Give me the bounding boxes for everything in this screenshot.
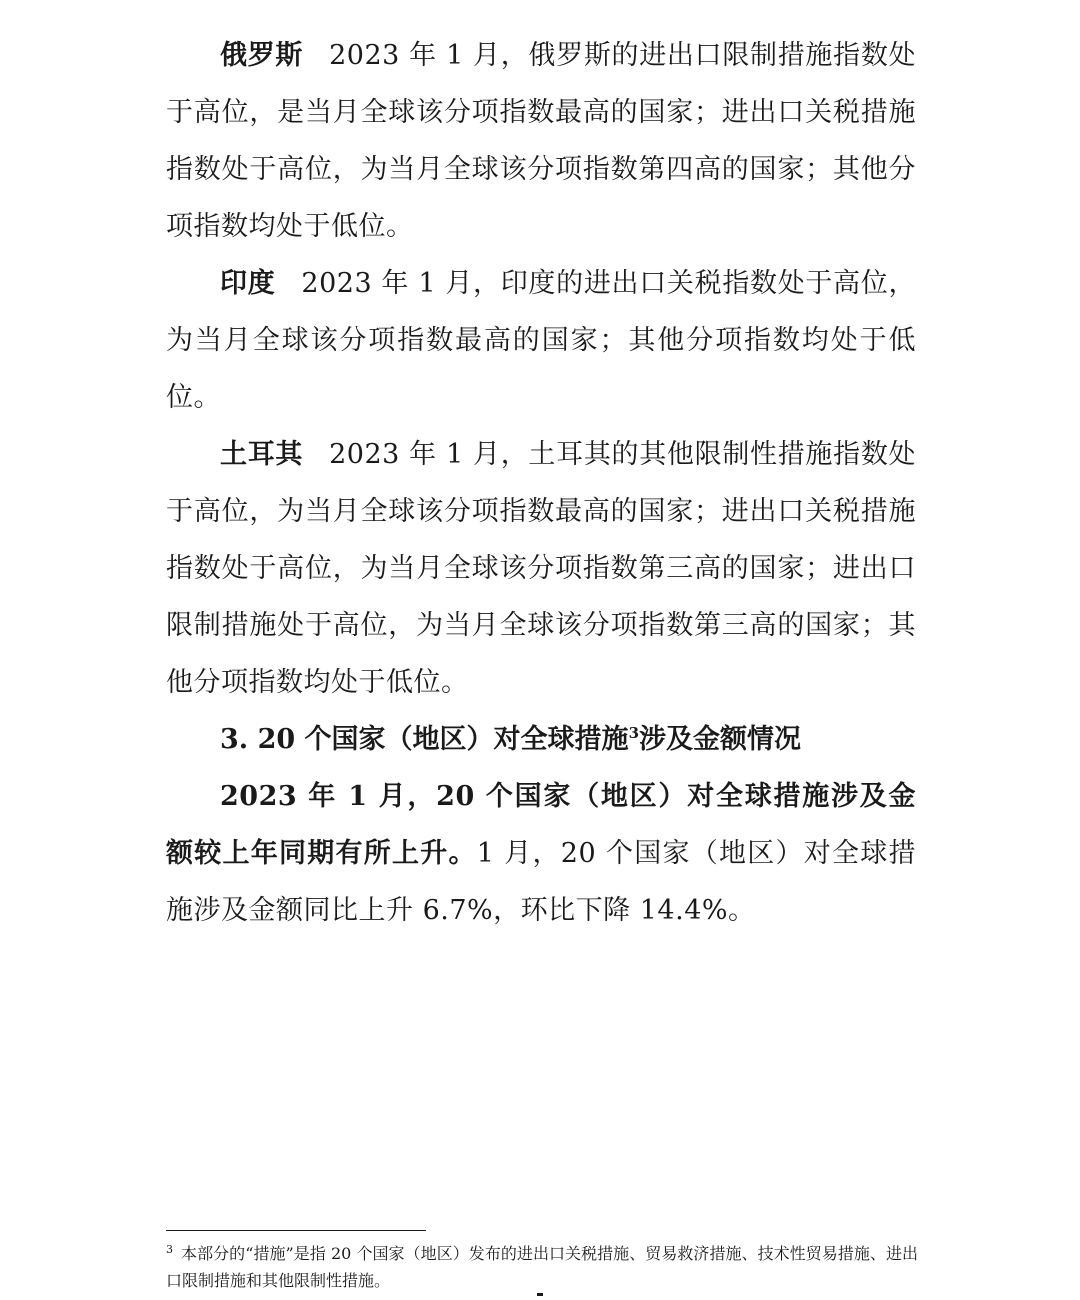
paragraph-text-india: 2023 年 1 月，印度的进出口关税指数处于高位，为当月全球该分项指数最高的国家；其他分项指数均处于低位。 [166, 268, 917, 413]
document-body [166, 27, 916, 939]
summary-bold-text: 2023 年 1 月，20 个国家（地区）对全球措施涉及金额较上年同期有所上升。 [166, 781, 916, 869]
footnote-number: 3 [166, 1243, 173, 1256]
country-label-turkey: 土耳其 [220, 439, 304, 470]
summary-text: 1 月，20 个国家（地区）对全球措施涉及金额同比上升 6.7%，环比下降 14.4%。 [166, 838, 917, 926]
section-heading [166, 711, 916, 768]
paragraph-india [166, 255, 916, 426]
paragraph-russia [166, 27, 916, 255]
paragraph-turkey [166, 426, 916, 711]
paragraph-summary [166, 768, 916, 939]
section-heading-text: 3. 20 个国家（地区）对全球措施 [220, 724, 629, 755]
footnote-ref[interactable]: 3 [628, 724, 639, 742]
paragraph-text-turkey: 2023 年 1 月，土耳其的其他限制性措施指数处于高位，为当月全球该分项指数最高的国家；进出口关税措施指数处于高位，为当月全球该分项指数第三高的国家；进出口限制措施处于高位，为当月全球该分项指数第三高的国家；其他分项指数均处于低位。 [166, 439, 917, 698]
section-heading-tail: 涉及金额情况 [639, 724, 801, 755]
footnote [166, 1240, 918, 1294]
country-label-india: 印度 [220, 268, 276, 299]
paragraph-text-russia: 2023 年 1 月，俄罗斯的进出口限制措施指数处于高位，是当月全球该分项指数最高的国家；进出口关税措施指数处于高位，为当月全球该分项指数第四高的国家；其他分项指数均处于低位。 [166, 40, 917, 242]
footnote-divider [166, 1230, 426, 1231]
footnote-text: 本部分的“措施”是指 20 个国家（地区）发布的进出口关税措施、贸易救济措施、技术性贸易措施、进出口限制措施和其他限制性措施。 [166, 1244, 918, 1290]
country-label-russia: 俄罗斯 [220, 40, 304, 71]
page-number-mark [537, 1293, 543, 1296]
